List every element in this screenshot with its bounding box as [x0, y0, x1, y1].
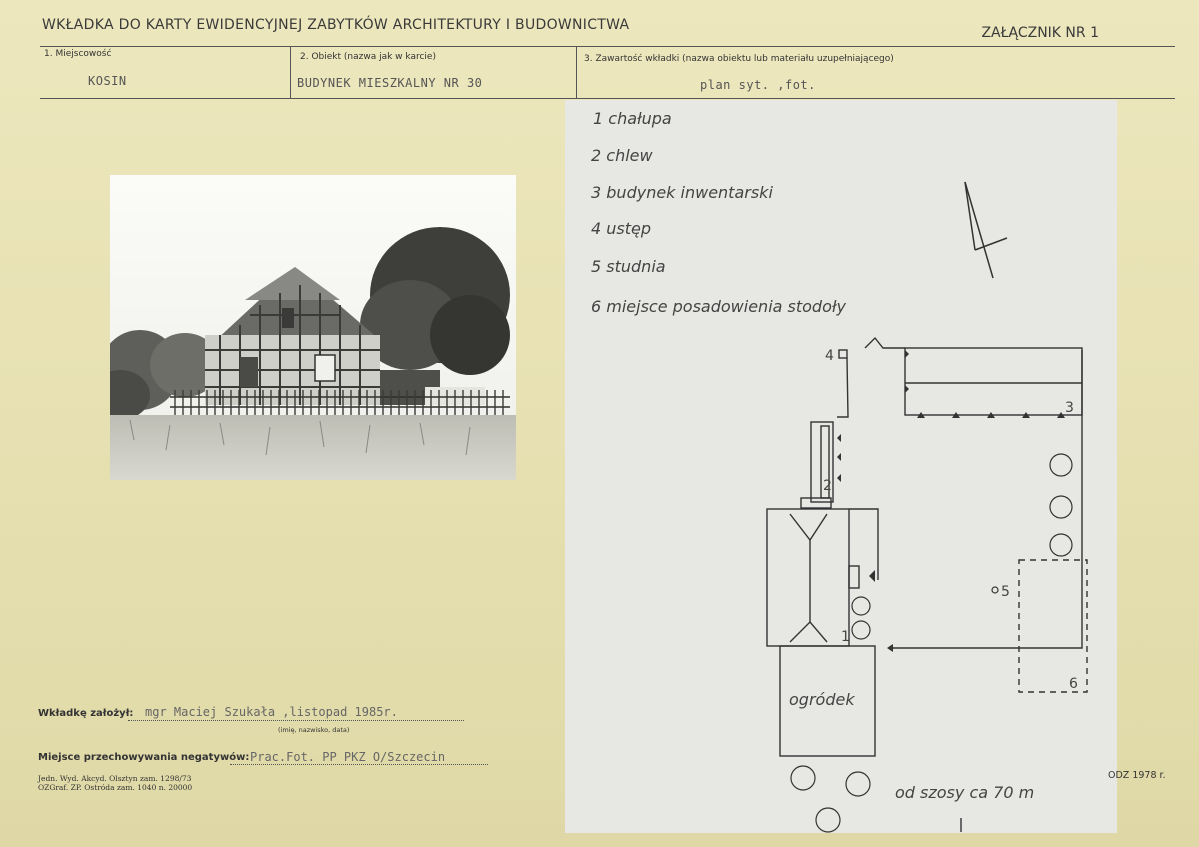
negatives-value: Prac.Fot. PP PKZ O/Szczecin	[250, 750, 446, 764]
founded-by-label: Wkładkę założył:	[38, 708, 134, 719]
plan-number-1: 1	[841, 629, 850, 645]
field-divider-2	[576, 46, 577, 98]
livestock-building-outline	[905, 348, 1082, 415]
legend-item-3: 3 budynek inwentarski	[591, 183, 773, 202]
fields-rule	[40, 98, 1175, 99]
plan-number-6: 6	[1069, 676, 1078, 692]
plan-number-3: 3	[1065, 400, 1074, 416]
house-photograph	[110, 175, 516, 480]
locality-label: 1. Miejscowość	[44, 49, 112, 59]
contents-label: 3. Zawartość wkładki (nazwa obiektu lub materiału uzupełniającego)	[584, 54, 894, 64]
contents-value: plan syt. ,fot.	[700, 78, 816, 92]
plan-number-2: 2	[823, 478, 832, 494]
north-arrow-icon	[965, 182, 1007, 278]
object-label: 2. Obiekt (nazwa jak w karcie)	[300, 52, 436, 62]
legend-item-4: 4 ustęp	[591, 219, 652, 238]
attachment-number: ZAŁĄCZNIK NR 1	[981, 25, 1099, 41]
founded-by-note: (imię, nazwisko, data)	[278, 726, 350, 734]
print-line-2: OZGraf. ZP. Ostróda zam. 1040 n. 20000	[38, 783, 193, 792]
garden-label: ogródek	[789, 690, 855, 709]
form-title: WKŁADKA DO KARTY EWIDENCYJNEJ ZABYTKÓW ARCHITEKTURY I BUDOWNICTWA	[42, 17, 630, 33]
road-distance-label: od szosy ca 70 m	[895, 783, 1035, 802]
cottage-outline	[767, 509, 849, 646]
barn-site-outline	[1019, 560, 1087, 692]
legend-item-1: 1 chałupa	[593, 109, 672, 128]
print-line-1: Jedn. Wyd. Akcyd. Olsztyn zam. 1298/73	[38, 774, 192, 783]
situation-plan	[565, 100, 1117, 833]
negatives-dotted-line	[230, 764, 488, 765]
legend-item-6: 6 miejsce posadowienia stodoły	[591, 297, 846, 316]
plan-number-5: 5	[1001, 584, 1010, 600]
plan-number-4: 4	[825, 348, 834, 364]
locality-value: KOSIN	[88, 74, 127, 88]
field-divider-1	[290, 46, 291, 98]
legend-item-2: 2 chlew	[591, 146, 653, 165]
founded-by-dotted-line	[128, 720, 464, 721]
legend-item-5: 5 studnia	[591, 257, 666, 276]
odz-code: ODZ 1978 r.	[1108, 770, 1166, 781]
founded-by-value: mgr Maciej Szukała ,listopad 1985r.	[145, 705, 398, 719]
negatives-label: Miejsce przechowywania negatywów:	[38, 752, 250, 763]
object-value: BUDYNEK MIESZKALNY NR 30	[297, 76, 483, 90]
header-rule	[40, 46, 1175, 47]
